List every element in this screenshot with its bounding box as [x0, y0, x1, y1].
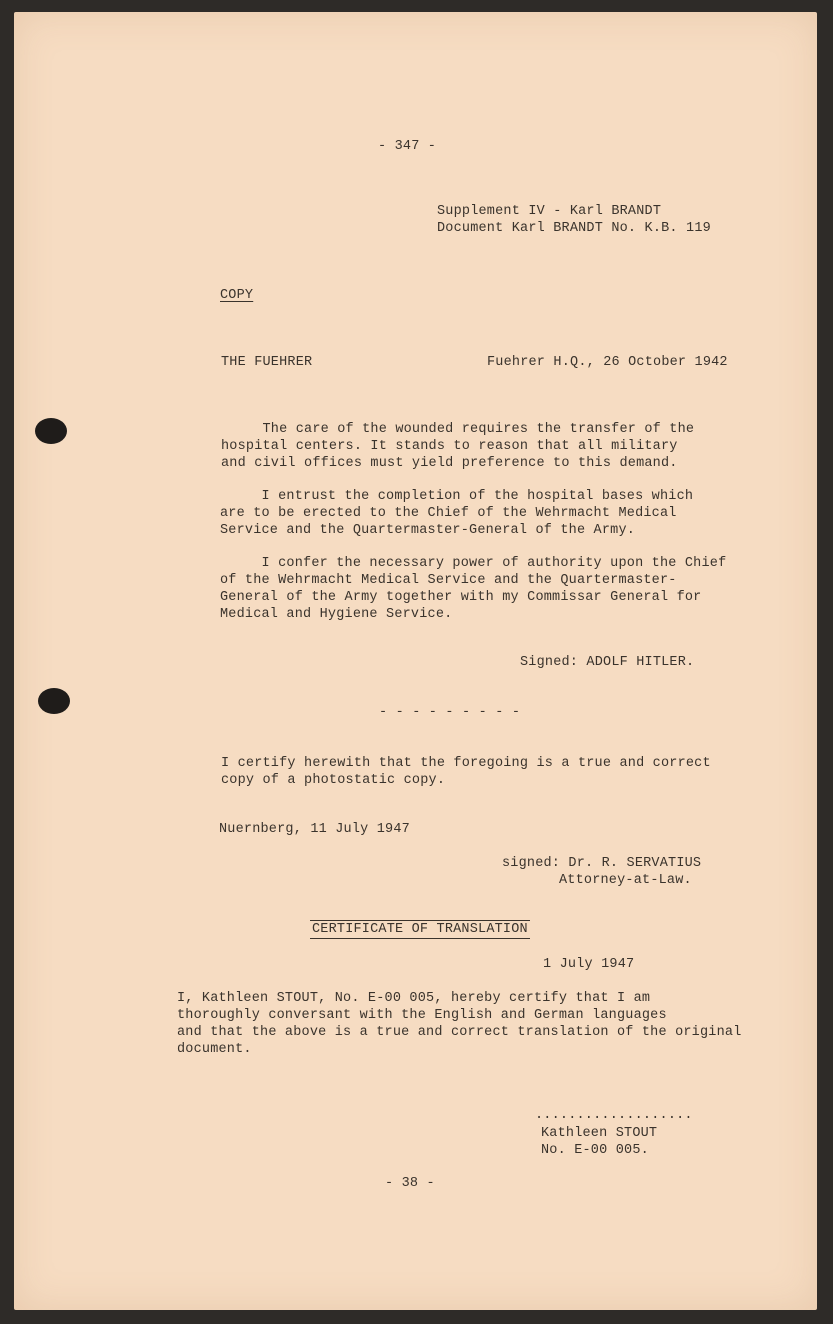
supplement-line: Supplement IV - Karl BRANDT — [437, 204, 662, 219]
signature-servatius: signed: Dr. R. SERVATIUS — [502, 856, 702, 871]
document-line: Document Karl BRANDT No. K.B. 119 — [437, 221, 711, 236]
document-page: - 347 - Supplement IV - Karl BRANDT Document Karl BRANDT No. K.B. 119 COPY THE FUEHRER Fuehrer H.Q., 26 October 1942 The care of the wounded requires the transfer of the hospital centers. It stands to reason that all military and civil offices must yield preference to this demand. I entrust the completion of the hospital bases which are to be erected to the Chief of the Wehrmacht Medical Service and the Quartermaster-General of the Army. I confer the necessary power of authority upon the Chief of the Wehrmacht Medical Service and the Quartermaster- General of the Army together with my Commissar General for Medical and Hygiene Service. Signed: ADOLF HITLER. - - - - - - - - - I certify herewith that the foregoing is a true and correct copy of a photostatic copy. Nuernberg, 11 July 1947 signed: Dr. R. SERVATIUS Attorney-at-Law. CERTIFICATE OF TRANSLATION 1 July 1947 I, Kathleen STOUT, No. E-00 005, hereby certify that I am thoroughly conversant with the English and German languages and that the above is a true and correct translation of the original document. ................... Kathleen STOUT No. E-00 005. - 38 - — [14, 12, 817, 1310]
certificate-title: CERTIFICATE OF TRANSLATION — [312, 922, 528, 937]
place-date-nuernberg: Nuernberg, 11 July 1947 — [219, 822, 410, 837]
copy-label: COPY — [220, 288, 254, 303]
separator: - - - - - - - - - — [379, 705, 521, 720]
signature-hitler: Signed: ADOLF HITLER. — [520, 655, 695, 670]
sender: THE FUEHRER — [221, 355, 313, 370]
punch-hole — [38, 688, 70, 714]
signature-dots: ................... — [535, 1108, 693, 1123]
translator-number: No. E-00 005. — [541, 1143, 649, 1158]
page-number-bottom: - 38 - — [385, 1176, 435, 1191]
certificate-date: 1 July 1947 — [543, 957, 635, 972]
punch-hole — [35, 418, 67, 444]
place-date: Fuehrer H.Q., 26 October 1942 — [487, 355, 728, 370]
translator-name: Kathleen STOUT — [541, 1126, 658, 1141]
servatius-title: Attorney-at-Law. — [559, 873, 692, 888]
page-number-top: - 347 - — [378, 139, 437, 154]
